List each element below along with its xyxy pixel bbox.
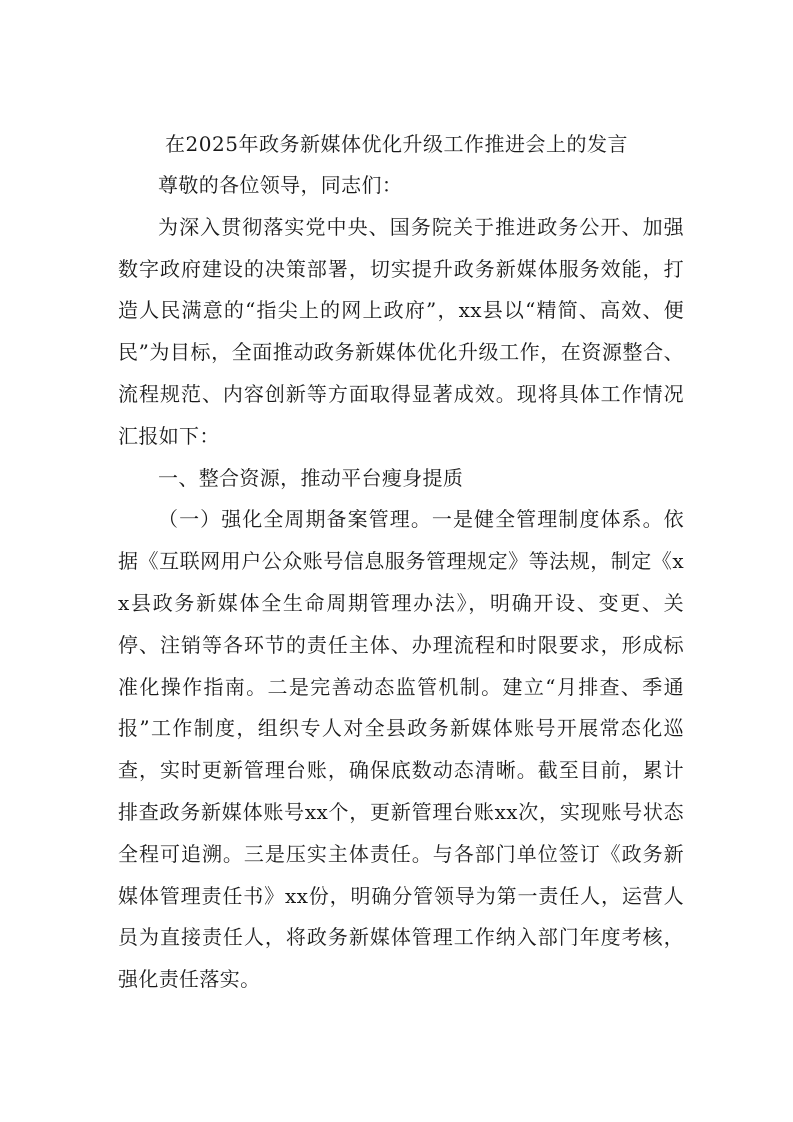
salutation-paragraph: 尊敬的各位领导，同志们：: [158, 173, 403, 197]
section-paragraph: （一）强化全周期备案管理。一是健全管理制度体系。依据《互联网用户公众账号信息服务管理规定》等法规，制定《xx县政务新媒体全生命周期管理办法》，明确开设、变更、关停、注销等各环节的责任主体、办理流程和时限要求，形成标准化操作指南。二是完善动态监管机制。建立“月排查、季通报”工作制度，组织专人对全县政务新媒体账号开展常态化巡查，实时更新管理台账，确保底数动态清晰。截至目前，累计排查政务新媒体账号xx个，更新管理台账xx次，实现账号状态全程可追溯。三是压实主体责任。与各部门单位签订《政务新媒体管理责任书》xx份，明确分管领导为第一责任人，运营人员为直接责任人，将政务新媒体管理工作纳入部门年度考核，强化责任落实。: [118, 507, 684, 992]
section-heading: 一、整合资源，推动平台瘦身提质: [158, 465, 464, 490]
document-title: 在2025年政务新媒体优化升级工作推进会上的发言: [165, 132, 628, 156]
document-body: [118, 165, 684, 1001]
intro-paragraph: 为深入贯彻落实党中央、国务院关于推进政务公开、加强数字政府建设的决策部署，切实提升政务新媒体服务效能，打造人民满意的“指尖上的网上政府”，xx县以“精简、高效、便民”为目标，全面推动政务新媒体优化升级工作，在资源整合、流程规范、内容创新等方面取得显著成效。现将具体工作情况汇报如下：: [118, 214, 684, 448]
